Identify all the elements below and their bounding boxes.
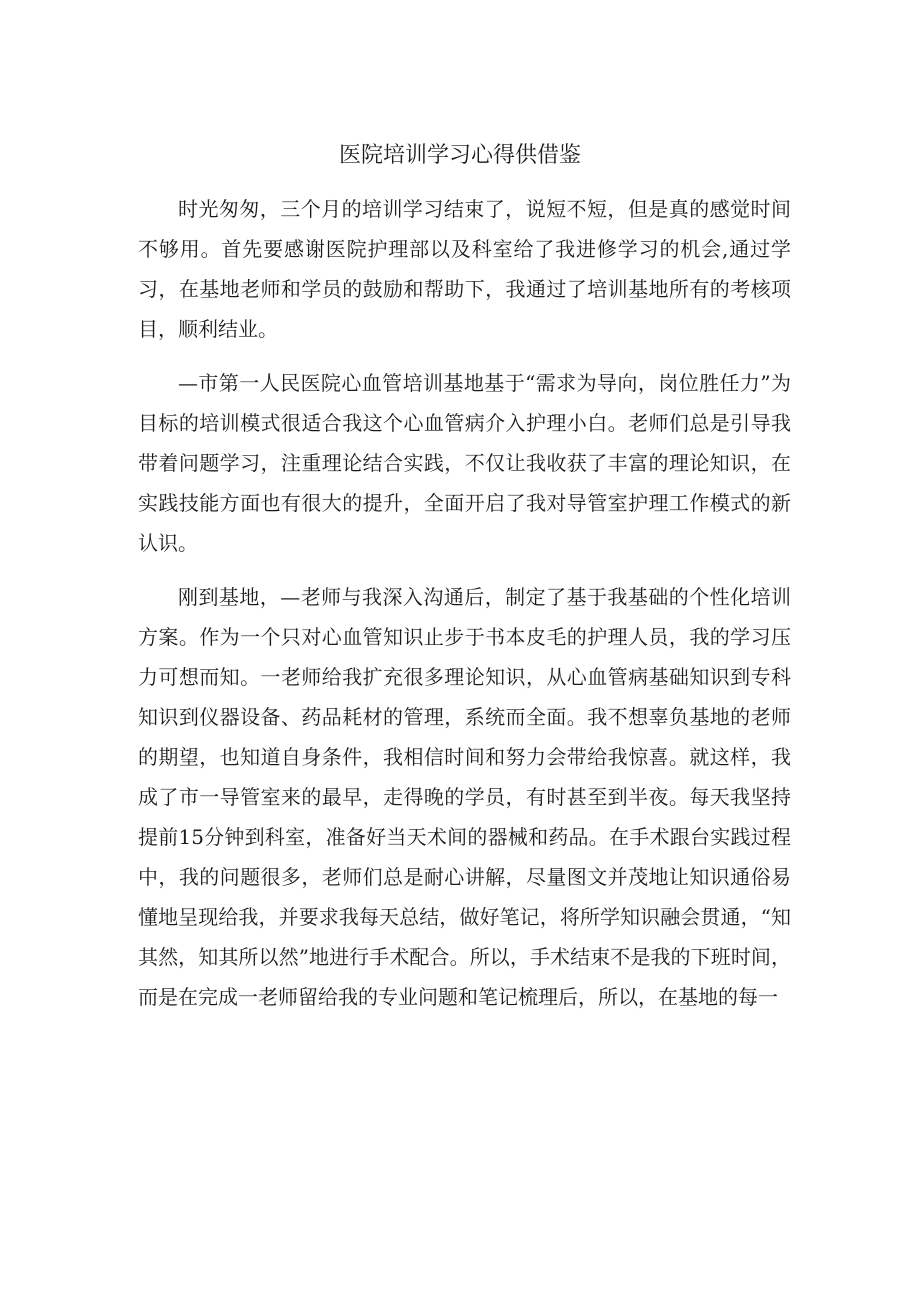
paragraph-3: 刚到基地，—老师与我深入沟通后，制定了基于我基础的个性化培训方案。作为一个只对心血管知识止步于书本皮毛的护理人员，我的学习压力可想而知。一老师给我扩充很多理论知识，从心血管病基础知识到专科知识到仪器设备、药品耗材的管理，系统而全面。我不想辜负基地的老师的期望，也知道自身条件，我相信时间和努力会带给我惊喜。就这样，我成了市一导管室来的最早，走得晚的学员，有时甚至到半夜。每天我坚持提前15分钟到科室，准备好当天术间的器械和药品。在手术跟台实践过程中，我的问题很多，老师们总是耐心讲解，尽量图文并茂地让知识通俗易懂地呈现给我，并要求我每天总结，做好笔记，将所学知识融会贯通，“知其然，知其所以然”地进行手术配合。所以，手术结束不是我的下班时间，而是在完成一老师留给我的专业问题和笔记梳理后，所以，在基地的每一 [138, 585, 791, 1009]
paragraph-1: 时光匆匆，三个月的培训学习结束了，说短不短，但是真的感觉时间不够用。首先要感谢医院护理部以及科室给了我进修学习的机会,通过学习，在基地老师和学员的鼓励和帮助下，我通过了培训基地所有的考核项目，顺利结业。 [138, 197, 791, 341]
document-title: 医院培训学习心得供借鉴 [338, 143, 581, 168]
paragraph-2: —市第一人民医院心血管培训基地基于“需求为导向，岗位胜任力”为目标的培训模式很适合我这个心血管病介入护理小白。老师们总是引导我带着问题学习，注重理论结合实践，不仅让我收获了丰富的理论知识，在实践技能方面也有很大的提升，全面开启了我对导管室护理工作模式的新认识。 [138, 371, 791, 555]
document-body [138, 189, 791, 1017]
